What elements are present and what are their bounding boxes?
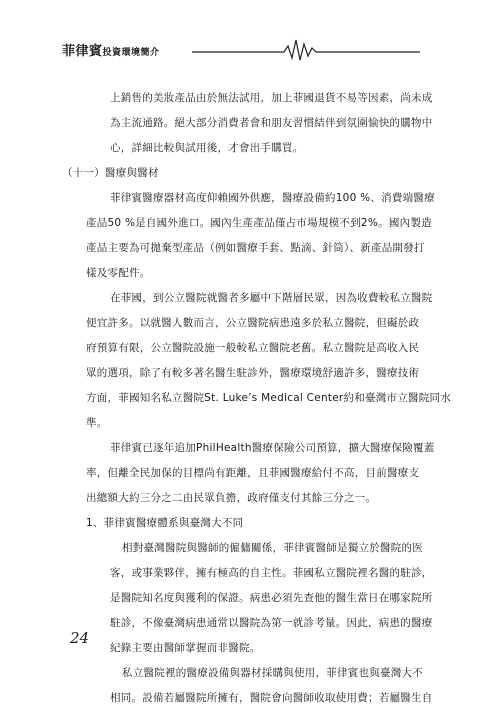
text-line: 客，或事業夥伴，擁有極高的自主性。菲國私立醫院裡名醫的駐診， (110, 567, 433, 579)
text-line: 產品50 %是自國外進口。國內生產產品僅占市場規模不到2%。國內製造 (86, 217, 432, 229)
text-line: 是醫院知名度與獲利的保證。病患必須先查他的醫生當日在哪家院所 (110, 592, 433, 604)
text-line: 紀錄主要由醫師掌握而非醫院。 (110, 642, 261, 654)
header-title-sub: 投資環境簡介 (102, 48, 160, 58)
text-line: 眾的選項，除了有較多著名醫生駐診外，醫療環境舒適許多，醫療技術 (86, 367, 420, 379)
text-line: 樣及零配件。 (86, 267, 151, 279)
subsection-heading: 1、菲律賓醫療體系與臺灣大不同 (86, 517, 244, 529)
running-header (62, 36, 420, 62)
document-body (62, 86, 451, 711)
text-line: 心，詳細比較與試用後，才會出手購買。 (110, 142, 304, 154)
text-line: 產品主要為可拋棄型產品（例如醫療手套、點滴、針筒）、新產品開發打 (86, 242, 425, 254)
header-title (62, 40, 160, 59)
text-line: 為主流通路。絕大部分消費者會和朋友習慣結伴到氛圍愉快的購物中 (110, 117, 433, 129)
text-line: 菲律賓醫療器材高度仰賴國外供應，醫療設備約100 %、消費端醫療 (110, 192, 435, 204)
text-line: 率，但離全民加保的目標尚有距離，且菲國醫療給付不高，目前醫療支 (86, 467, 420, 479)
text-line: 府預算有限，公立醫院設施一般較私立醫院老舊。私立醫院是高收入民 (86, 342, 420, 354)
text-line: 方面，菲國知名私立醫院St. Luke’s Medical Center約和臺灣市立醫院同水 (86, 392, 451, 404)
text-line: 菲律賓已逐年追加PhilHealth醫療保險公司預算，擴大醫療保險覆蓋 (110, 442, 435, 454)
text-line: 相同。設備若屬醫院所擁有，醫院會向醫師收取使用費；若屬醫生自 (110, 692, 433, 704)
text-line: 準。 (86, 417, 108, 429)
text-line: 私立醫院裡的醫療設備與器材採購與使用，菲律賓也與臺灣大不 (122, 667, 423, 679)
text-line: 上銷售的美妝產品由於無法試用，加上菲國退貨不易等因素，尚未成 (110, 92, 433, 104)
page-number: 24 (70, 629, 90, 647)
header-title-main: 菲律賓 (62, 44, 103, 59)
text-line: 在菲國，到公立醫院就醫者多屬中下階層民眾，因為收費較私立醫院 (110, 292, 433, 304)
section-heading: （十一）醫療與醫材 (62, 167, 159, 179)
text-line: 相對臺灣醫院與醫師的僱傭關係，菲律賓醫師是獨立於醫院的医 (122, 542, 423, 554)
text-line: 便宜許多。以就醫人數而言，公立醫院病患遠多於私立醫院，但礙於政 (86, 317, 420, 329)
text-line: 出總額大約三分之二由民眾負擔，政府僅支付其餘三分之一。 (86, 492, 377, 504)
text-line: 駐診，不像臺灣病患通常以醫院為第一就診考量。因此，病患的醫療 (110, 617, 433, 629)
